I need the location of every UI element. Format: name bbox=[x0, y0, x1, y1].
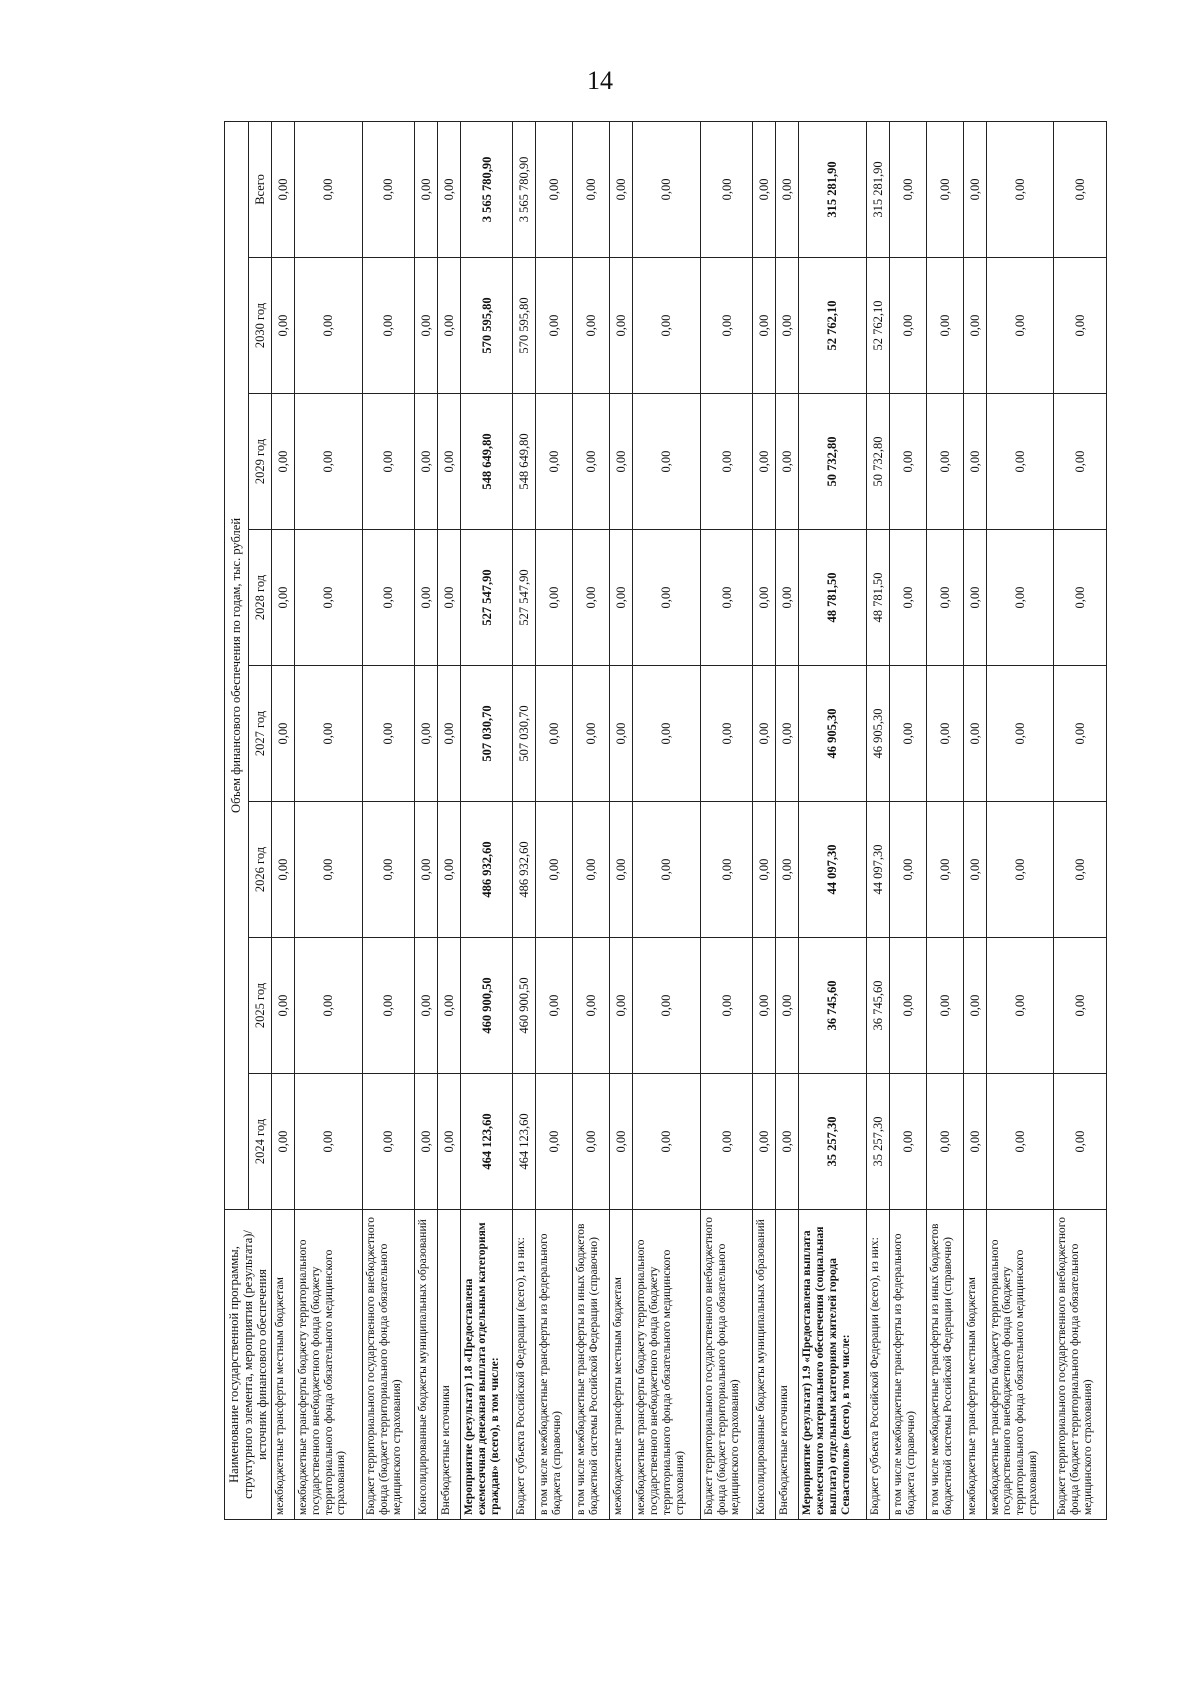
table-row bbox=[294, 121, 362, 1519]
row-value: 0,00 bbox=[610, 530, 633, 666]
page-number: 14 bbox=[587, 66, 613, 95]
row-value: 464 123,60 bbox=[460, 1074, 512, 1210]
row-total: 0,00 bbox=[753, 121, 776, 257]
row-value: 0,00 bbox=[362, 802, 414, 938]
row-value: 527 547,90 bbox=[513, 530, 536, 666]
row-total: 0,00 bbox=[362, 121, 414, 257]
table-row bbox=[272, 121, 295, 1519]
row-value: 0,00 bbox=[889, 530, 926, 666]
row-value: 0,00 bbox=[272, 666, 295, 802]
row-value: 0,00 bbox=[573, 258, 610, 394]
row-value: 0,00 bbox=[438, 394, 461, 530]
row-value: 0,00 bbox=[963, 1074, 986, 1210]
row-value: 44 097,30 bbox=[799, 802, 867, 938]
row-name: Бюджет территориального государственного внебюджетного фонда (бюджет территориального фонда обязательного медицинского страхования) bbox=[1054, 1210, 1107, 1520]
row-value: 527 547,90 bbox=[460, 530, 512, 666]
row-value: 44 097,30 bbox=[866, 802, 889, 938]
row-value: 0,00 bbox=[1054, 394, 1107, 530]
row-value: 0,00 bbox=[753, 394, 776, 530]
row-value: 50 732,80 bbox=[799, 394, 867, 530]
row-value: 0,00 bbox=[889, 258, 926, 394]
financing-table bbox=[224, 121, 1107, 1520]
row-value: 0,00 bbox=[986, 1074, 1054, 1210]
row-total: 3 565 780,90 bbox=[460, 121, 512, 257]
row-value: 0,00 bbox=[294, 1074, 362, 1210]
row-value: 0,00 bbox=[700, 938, 752, 1074]
row-total: 0,00 bbox=[700, 121, 752, 257]
row-value: 0,00 bbox=[700, 258, 752, 394]
table-row bbox=[362, 121, 414, 1519]
row-value: 0,00 bbox=[573, 802, 610, 938]
row-value: 0,00 bbox=[573, 530, 610, 666]
row-value: 0,00 bbox=[536, 938, 573, 1074]
row-value: 0,00 bbox=[632, 802, 700, 938]
row-value: 0,00 bbox=[700, 666, 752, 802]
row-value: 0,00 bbox=[963, 394, 986, 530]
row-value: 0,00 bbox=[963, 938, 986, 1074]
header-year: 2027 год bbox=[248, 666, 272, 802]
row-value: 0,00 bbox=[926, 1074, 963, 1210]
row-value: 0,00 bbox=[776, 394, 799, 530]
row-value: 548 649,80 bbox=[513, 394, 536, 530]
row-value: 0,00 bbox=[610, 1074, 633, 1210]
row-value: 0,00 bbox=[362, 530, 414, 666]
row-value: 0,00 bbox=[776, 666, 799, 802]
row-value: 0,00 bbox=[272, 802, 295, 938]
row-total: 0,00 bbox=[415, 121, 438, 257]
table-row bbox=[866, 121, 889, 1519]
table-row bbox=[536, 121, 573, 1519]
row-value: 0,00 bbox=[776, 530, 799, 666]
row-value: 0,00 bbox=[776, 1074, 799, 1210]
row-value: 0,00 bbox=[889, 394, 926, 530]
table-row bbox=[986, 121, 1054, 1519]
row-value: 0,00 bbox=[573, 938, 610, 1074]
row-name: в том числе межбюджетные трансферты из федерального бюджета (справочно) bbox=[536, 1210, 573, 1520]
header-total: Всего bbox=[248, 121, 272, 257]
row-value: 0,00 bbox=[294, 666, 362, 802]
row-value: 0,00 bbox=[573, 666, 610, 802]
row-value: 0,00 bbox=[963, 802, 986, 938]
row-value: 0,00 bbox=[700, 530, 752, 666]
row-value: 0,00 bbox=[889, 938, 926, 1074]
row-value: 52 762,10 bbox=[799, 258, 867, 394]
table-row bbox=[799, 121, 867, 1519]
row-value: 0,00 bbox=[415, 666, 438, 802]
row-value: 0,00 bbox=[272, 394, 295, 530]
row-value: 0,00 bbox=[294, 802, 362, 938]
row-value: 0,00 bbox=[963, 666, 986, 802]
row-value: 486 932,60 bbox=[460, 802, 512, 938]
row-value: 570 595,80 bbox=[460, 258, 512, 394]
row-value: 0,00 bbox=[438, 530, 461, 666]
row-value: 0,00 bbox=[610, 802, 633, 938]
row-total: 3 565 780,90 bbox=[513, 121, 536, 257]
row-value: 0,00 bbox=[776, 258, 799, 394]
row-name: Внебюджетные источники bbox=[438, 1210, 461, 1520]
header-year: 2026 год bbox=[248, 802, 272, 938]
header-year: 2025 год bbox=[248, 938, 272, 1074]
row-value: 0,00 bbox=[415, 394, 438, 530]
row-value: 0,00 bbox=[294, 938, 362, 1074]
row-value: 36 745,60 bbox=[866, 938, 889, 1074]
row-value: 0,00 bbox=[415, 938, 438, 1074]
table-row bbox=[889, 121, 926, 1519]
table-row bbox=[753, 121, 776, 1519]
row-value: 0,00 bbox=[632, 938, 700, 1074]
header-name: Наименование государственной программы, структурного элемента, мероприятия (результата)/источник финансового обеспечения bbox=[225, 1210, 272, 1520]
row-value: 0,00 bbox=[753, 666, 776, 802]
row-value: 48 781,50 bbox=[799, 530, 867, 666]
row-name: межбюджетные трансферты бюджету территориального государственного внебюджетного фонда (бюджету территориального фонда обязательного медицинского страхования) bbox=[294, 1210, 362, 1520]
row-total: 315 281,90 bbox=[866, 121, 889, 257]
row-value: 0,00 bbox=[415, 1074, 438, 1210]
header-row-1 bbox=[225, 121, 249, 1519]
table-row bbox=[610, 121, 633, 1519]
row-value: 0,00 bbox=[362, 938, 414, 1074]
row-value: 460 900,50 bbox=[460, 938, 512, 1074]
row-value: 0,00 bbox=[753, 938, 776, 1074]
row-value: 0,00 bbox=[610, 666, 633, 802]
row-value: 0,00 bbox=[272, 258, 295, 394]
row-value: 36 745,60 bbox=[799, 938, 867, 1074]
row-value: 35 257,30 bbox=[866, 1074, 889, 1210]
row-value: 0,00 bbox=[926, 394, 963, 530]
row-name: в том числе межбюджетные трансферты из иных бюджетов бюджетной системы Российской Федерации (справочно) bbox=[926, 1210, 963, 1520]
row-value: 0,00 bbox=[272, 530, 295, 666]
row-value: 0,00 bbox=[889, 1074, 926, 1210]
row-value: 46 905,30 bbox=[866, 666, 889, 802]
row-value: 0,00 bbox=[415, 802, 438, 938]
row-value: 570 595,80 bbox=[513, 258, 536, 394]
row-value: 50 732,80 bbox=[866, 394, 889, 530]
row-total: 0,00 bbox=[536, 121, 573, 257]
row-value: 0,00 bbox=[1054, 938, 1107, 1074]
row-value: 548 649,80 bbox=[460, 394, 512, 530]
row-value: 0,00 bbox=[986, 938, 1054, 1074]
table-row bbox=[438, 121, 461, 1519]
row-value: 0,00 bbox=[926, 802, 963, 938]
row-total: 0,00 bbox=[573, 121, 610, 257]
row-value: 0,00 bbox=[362, 1074, 414, 1210]
row-value: 507 030,70 bbox=[460, 666, 512, 802]
row-value: 48 781,50 bbox=[866, 530, 889, 666]
row-value: 0,00 bbox=[415, 530, 438, 666]
row-value: 0,00 bbox=[926, 258, 963, 394]
row-value: 0,00 bbox=[294, 394, 362, 530]
row-total: 0,00 bbox=[926, 121, 963, 257]
row-value: 0,00 bbox=[700, 394, 752, 530]
row-value: 0,00 bbox=[536, 258, 573, 394]
row-value: 0,00 bbox=[438, 258, 461, 394]
row-total: 0,00 bbox=[963, 121, 986, 257]
row-value: 0,00 bbox=[362, 394, 414, 530]
row-value: 0,00 bbox=[926, 530, 963, 666]
header-year: 2024 год bbox=[248, 1074, 272, 1210]
row-value: 0,00 bbox=[753, 530, 776, 666]
table-row bbox=[926, 121, 963, 1519]
header-year: 2028 год bbox=[248, 530, 272, 666]
row-value: 0,00 bbox=[986, 258, 1054, 394]
row-total: 0,00 bbox=[776, 121, 799, 257]
row-total: 0,00 bbox=[272, 121, 295, 257]
row-value: 0,00 bbox=[986, 666, 1054, 802]
financing-table-rotated bbox=[224, 122, 1098, 1520]
row-value: 507 030,70 bbox=[513, 666, 536, 802]
row-value: 0,00 bbox=[536, 666, 573, 802]
row-name: межбюджетные трансферты бюджету территориального государственного внебюджетного фонда (бюджету территориального фонда обязательного медицинского страхования) bbox=[632, 1210, 700, 1520]
header-volume: Объем финансового обеспечения по годам, тыс. рублей bbox=[225, 121, 249, 1209]
row-value: 0,00 bbox=[963, 530, 986, 666]
row-value: 0,00 bbox=[294, 530, 362, 666]
row-total: 0,00 bbox=[610, 121, 633, 257]
row-value: 0,00 bbox=[753, 1074, 776, 1210]
row-value: 0,00 bbox=[610, 258, 633, 394]
row-total: 0,00 bbox=[889, 121, 926, 257]
table-row bbox=[573, 121, 610, 1519]
row-value: 0,00 bbox=[632, 1074, 700, 1210]
row-value: 0,00 bbox=[926, 666, 963, 802]
table-row bbox=[460, 121, 512, 1519]
table-row bbox=[1054, 121, 1107, 1519]
row-value: 46 905,30 bbox=[799, 666, 867, 802]
row-value: 0,00 bbox=[272, 938, 295, 1074]
row-value: 486 932,60 bbox=[513, 802, 536, 938]
row-name: Консолидированные бюджеты муниципальных образований bbox=[753, 1210, 776, 1520]
row-value: 0,00 bbox=[926, 938, 963, 1074]
row-total: 0,00 bbox=[294, 121, 362, 257]
row-value: 0,00 bbox=[753, 258, 776, 394]
row-value: 0,00 bbox=[1054, 258, 1107, 394]
row-value: 0,00 bbox=[438, 1074, 461, 1210]
row-value: 460 900,50 bbox=[513, 938, 536, 1074]
row-name: Бюджет субъекта Российской Федерации (всего), из них: bbox=[866, 1210, 889, 1520]
row-name: межбюджетные трансферты бюджету территориального государственного внебюджетного фонда (бюджету территориального фонда обязательного медицинского страхования) bbox=[986, 1210, 1054, 1520]
row-value: 0,00 bbox=[438, 666, 461, 802]
row-name: в том числе межбюджетные трансферты из иных бюджетов бюджетной системы Российской Федерации (справочно) bbox=[573, 1210, 610, 1520]
row-value: 0,00 bbox=[889, 666, 926, 802]
row-value: 0,00 bbox=[536, 530, 573, 666]
row-value: 0,00 bbox=[700, 802, 752, 938]
row-name: Бюджет территориального государственного внебюджетного фонда (бюджет территориального фонда обязательного медицинского страхования) bbox=[362, 1210, 414, 1520]
row-name: Мероприятие (результат) 1.9 «Предоставлена выплата ежемесячного материального обеспечения (социальная выплата) отдельным категориям жителей города Севастополя» (всего), в том числе: bbox=[799, 1210, 867, 1520]
table-row bbox=[700, 121, 752, 1519]
row-value: 0,00 bbox=[632, 666, 700, 802]
header-year: 2030 год bbox=[248, 258, 272, 394]
header-year: 2029 год bbox=[248, 394, 272, 530]
row-value: 0,00 bbox=[1054, 530, 1107, 666]
table-row bbox=[415, 121, 438, 1519]
row-name: в том числе межбюджетные трансферты из федерального бюджета (справочно) bbox=[889, 1210, 926, 1520]
row-value: 0,00 bbox=[415, 258, 438, 394]
row-total: 0,00 bbox=[1054, 121, 1107, 257]
row-name: межбюджетные трансферты местным бюджетам bbox=[610, 1210, 633, 1520]
row-name: межбюджетные трансферты местным бюджетам bbox=[272, 1210, 295, 1520]
row-name: Бюджет территориального государственного внебюджетного фонда (бюджет территориального фонда обязательного медицинского страхования) bbox=[700, 1210, 752, 1520]
row-value: 0,00 bbox=[986, 530, 1054, 666]
row-value: 0,00 bbox=[536, 1074, 573, 1210]
row-value: 0,00 bbox=[438, 938, 461, 1074]
row-value: 52 762,10 bbox=[866, 258, 889, 394]
row-total: 0,00 bbox=[632, 121, 700, 257]
row-value: 0,00 bbox=[632, 530, 700, 666]
row-value: 0,00 bbox=[632, 258, 700, 394]
row-value: 0,00 bbox=[610, 938, 633, 1074]
row-value: 0,00 bbox=[362, 258, 414, 394]
row-value: 464 123,60 bbox=[513, 1074, 536, 1210]
row-value: 0,00 bbox=[986, 394, 1054, 530]
table-row bbox=[776, 121, 799, 1519]
row-value: 0,00 bbox=[632, 394, 700, 530]
row-name: Бюджет субъекта Российской Федерации (всего), из них: bbox=[513, 1210, 536, 1520]
row-value: 0,00 bbox=[573, 1074, 610, 1210]
row-value: 0,00 bbox=[1054, 1074, 1107, 1210]
row-name: межбюджетные трансферты местным бюджетам bbox=[963, 1210, 986, 1520]
row-name: Внебюджетные источники bbox=[776, 1210, 799, 1520]
table-row bbox=[632, 121, 700, 1519]
row-value: 0,00 bbox=[1054, 666, 1107, 802]
table-row bbox=[513, 121, 536, 1519]
row-value: 0,00 bbox=[963, 258, 986, 394]
row-value: 0,00 bbox=[536, 394, 573, 530]
table-body bbox=[272, 121, 1107, 1519]
row-value: 0,00 bbox=[776, 938, 799, 1074]
row-value: 0,00 bbox=[573, 394, 610, 530]
row-value: 0,00 bbox=[776, 802, 799, 938]
row-total: 0,00 bbox=[986, 121, 1054, 257]
row-value: 0,00 bbox=[294, 258, 362, 394]
row-total: 0,00 bbox=[438, 121, 461, 257]
row-value: 0,00 bbox=[610, 394, 633, 530]
row-total: 315 281,90 bbox=[799, 121, 867, 257]
row-name: Консолидированные бюджеты муниципальных образований bbox=[415, 1210, 438, 1520]
row-name: Мероприятие (результат) 1.8 «Предоставлена ежемесячная денежная выплата отдельным категориям граждан» (всего), в том числе: bbox=[460, 1210, 512, 1520]
row-value: 0,00 bbox=[1054, 802, 1107, 938]
row-value: 0,00 bbox=[986, 802, 1054, 938]
row-value: 0,00 bbox=[753, 802, 776, 938]
row-value: 0,00 bbox=[889, 802, 926, 938]
row-value: 0,00 bbox=[536, 802, 573, 938]
row-value: 0,00 bbox=[362, 666, 414, 802]
row-value: 0,00 bbox=[272, 1074, 295, 1210]
row-value: 35 257,30 bbox=[799, 1074, 867, 1210]
row-value: 0,00 bbox=[438, 802, 461, 938]
table-row bbox=[963, 121, 986, 1519]
row-value: 0,00 bbox=[700, 1074, 752, 1210]
